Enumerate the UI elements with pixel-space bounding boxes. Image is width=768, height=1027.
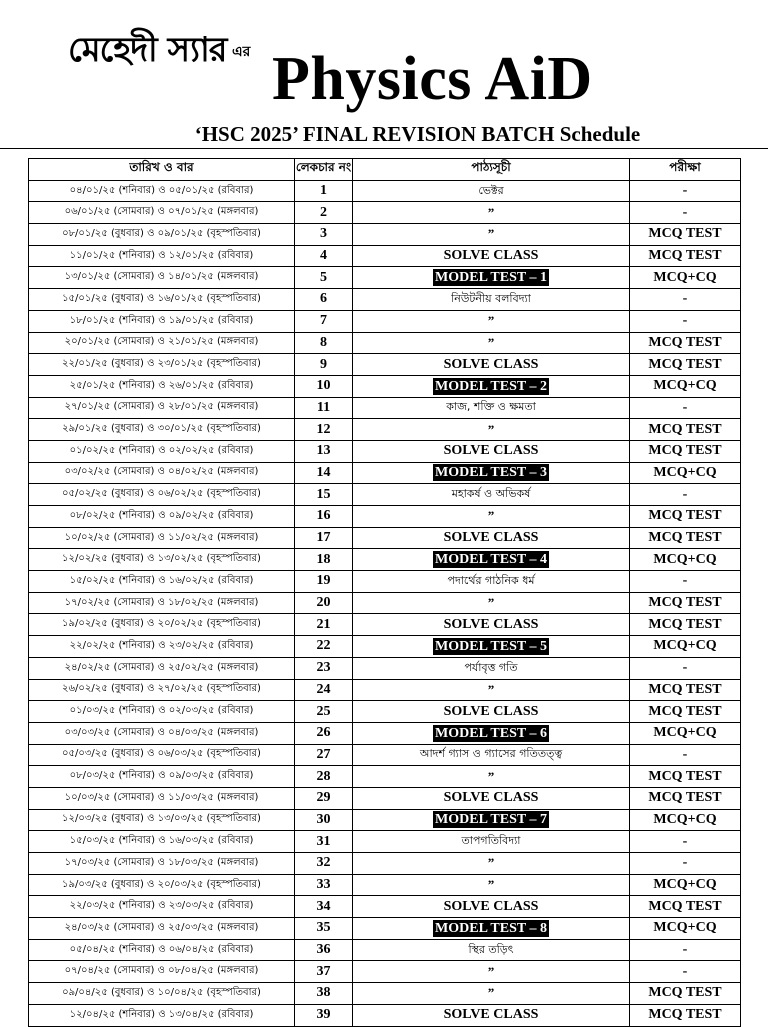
row-date: ১২/০২/২৫ (বুধবার) ও ১৩/০২/২৫ (বৃহস্পতিবার) (29, 549, 295, 571)
row-exam: MCQ TEST (630, 766, 741, 788)
row-date: ২২/০৩/২৫ (শনিবার) ও ২৩/০৩/২৫ (রবিবার) (29, 896, 295, 918)
table-row (29, 831, 741, 853)
row-date: ১৫/০১/২৫ (বুধবার) ও ১৬/০১/২৫ (বৃহস্পতিবার) (29, 289, 295, 311)
row-date: ০৫/০৩/২৫ (বুধবার) ও ০৬/০৩/২৫ (বৃহস্পতিবার) (29, 744, 295, 766)
row-lecture-no: 26 (295, 722, 353, 744)
row-topic: SOLVE CLASS (353, 354, 630, 376)
row-topic: ভেক্টর (353, 180, 630, 202)
row-lecture-no: 37 (295, 961, 353, 983)
table-row (29, 571, 741, 593)
header-lecture-no: লেকচার নং (295, 159, 353, 181)
table-row (29, 180, 741, 202)
row-topic: ” (353, 332, 630, 354)
row-topic (353, 809, 630, 831)
row-lecture-no: 11 (295, 397, 353, 419)
row-date: ০৮/০২/২৫ (শনিবার) ও ০৯/০২/২৫ (রবিবার) (29, 506, 295, 528)
table-row (29, 636, 741, 658)
row-lecture-no: 20 (295, 592, 353, 614)
row-date: ০৮/০৩/২৫ (শনিবার) ও ০৯/০৩/২৫ (রবিবার) (29, 766, 295, 788)
row-exam: - (630, 571, 741, 593)
row-date: ১০/০২/২৫ (সোমবার) ও ১১/০২/২৫ (মঙ্গলবার) (29, 527, 295, 549)
row-lecture-no: 29 (295, 787, 353, 809)
row-topic (353, 722, 630, 744)
row-topic: ” (353, 766, 630, 788)
table-row (29, 983, 741, 1005)
table-row (29, 853, 741, 875)
table-row (29, 484, 741, 506)
row-exam: MCQ TEST (630, 701, 741, 723)
brand-title: Physics AiD (272, 45, 593, 113)
row-date: ২৫/০১/২৫ (শনিবার) ও ২৬/০১/২৫ (রবিবার) (29, 375, 295, 397)
row-topic: SOLVE CLASS (353, 896, 630, 918)
row-date: ০৫/০৪/২৫ (শনিবার) ও ০৬/০৪/২৫ (রবিবার) (29, 939, 295, 961)
row-exam: MCQ TEST (630, 506, 741, 528)
row-lecture-no: 21 (295, 614, 353, 636)
row-topic: SOLVE CLASS (353, 527, 630, 549)
row-date: ১৩/০১/২৫ (সোমবার) ও ১৪/০১/২৫ (মঙ্গলবার) (29, 267, 295, 289)
row-lecture-no: 22 (295, 636, 353, 658)
row-exam: MCQ TEST (630, 440, 741, 462)
row-topic: পদার্থের গাঠনিক ধর্ম (353, 571, 630, 593)
row-topic: ” (353, 983, 630, 1005)
row-topic: ” (353, 419, 630, 441)
row-date: ০৯/০৪/২৫ (বুধবার) ও ১০/০৪/২৫ (বৃহস্পতিবার) (29, 983, 295, 1005)
row-lecture-no: 33 (295, 874, 353, 896)
row-exam: MCQ TEST (630, 983, 741, 1005)
row-date: ২০/০১/২৫ (সোমবার) ও ২১/০১/২৫ (মঙ্গলবার) (29, 332, 295, 354)
row-topic: ” (353, 853, 630, 875)
table-header-row (29, 159, 741, 181)
row-lecture-no: 1 (295, 180, 353, 202)
row-date: ১৮/০১/২৫ (শনিবার) ও ১৯/০১/২৫ (রবিবার) (29, 310, 295, 332)
row-topic: স্থির তড়িৎ (353, 939, 630, 961)
row-topic (353, 549, 630, 571)
row-date: ১১/০১/২৫ (শনিবার) ও ১২/০১/২৫ (রবিবার) (29, 245, 295, 267)
row-date: ১৭/০৩/২৫ (সোমবার) ও ১৮/০৩/২৫ (মঙ্গলবার) (29, 853, 295, 875)
row-lecture-no: 24 (295, 679, 353, 701)
row-exam: MCQ+CQ (630, 722, 741, 744)
row-date: ১৫/০৩/২৫ (শনিবার) ও ১৬/০৩/২৫ (রবিবার) (29, 831, 295, 853)
row-lecture-no: 4 (295, 245, 353, 267)
model-test-badge: MODEL TEST – 2 (435, 378, 547, 394)
row-date: ২৪/০৩/২৫ (সোমবার) ও ২৫/০৩/২৫ (মঙ্গলবার) (29, 918, 295, 940)
row-topic: ” (353, 224, 630, 246)
table-row (29, 332, 741, 354)
model-test-badge: MODEL TEST – 5 (435, 638, 547, 654)
row-topic (353, 267, 630, 289)
row-exam: - (630, 397, 741, 419)
row-lecture-no: 38 (295, 983, 353, 1005)
row-topic: SOLVE CLASS (353, 701, 630, 723)
header-date: তারিখ ও বার (29, 159, 295, 181)
row-lecture-no: 10 (295, 375, 353, 397)
row-lecture-no: 7 (295, 310, 353, 332)
table-row (29, 202, 741, 224)
row-topic (353, 636, 630, 658)
row-lecture-no: 36 (295, 939, 353, 961)
row-topic: আদর্শ গ্যাস ও গ্যাসের গতিতত্ত্ব (353, 744, 630, 766)
row-exam: MCQ TEST (630, 592, 741, 614)
row-date: ০১/০২/২৫ (শনিবার) ও ০২/০২/২৫ (রবিবার) (29, 440, 295, 462)
row-exam: MCQ+CQ (630, 549, 741, 571)
row-date: ১৭/০২/২৫ (সোমবার) ও ১৮/০২/২৫ (মঙ্গলবার) (29, 592, 295, 614)
row-exam: - (630, 202, 741, 224)
model-test-badge: MODEL TEST – 6 (435, 725, 547, 741)
row-date: ২৪/০২/২৫ (সোমবার) ও ২৫/০২/২৫ (মঙ্গলবার) (29, 657, 295, 679)
table-row (29, 744, 741, 766)
table-row (29, 462, 741, 484)
row-lecture-no: 17 (295, 527, 353, 549)
row-exam: - (630, 853, 741, 875)
table-row (29, 939, 741, 961)
model-test-badge: MODEL TEST – 4 (435, 552, 547, 568)
row-date: ১৫/০২/২৫ (শনিবার) ও ১৬/০২/২৫ (রবিবার) (29, 571, 295, 593)
row-exam: MCQ+CQ (630, 462, 741, 484)
row-date: ১৯/০২/২৫ (বুধবার) ও ২০/০২/২৫ (বৃহস্পতিবার) (29, 614, 295, 636)
table-row (29, 701, 741, 723)
row-topic: SOLVE CLASS (353, 1004, 630, 1026)
row-lecture-no: 30 (295, 809, 353, 831)
header-topic: পাঠ্যসূচী (353, 159, 630, 181)
row-topic (353, 375, 630, 397)
table-row (29, 918, 741, 940)
row-lecture-no: 25 (295, 701, 353, 723)
row-date: ১০/০৩/২৫ (সোমবার) ও ১১/০৩/২৫ (মঙ্গলবার) (29, 787, 295, 809)
brand-bangla-name: মেহেদী স্যার (68, 30, 227, 70)
row-exam: - (630, 484, 741, 506)
row-lecture-no: 13 (295, 440, 353, 462)
schedule-subtitle: ‘HSC 2025’ FINAL REVISION BATCH Schedule (194, 122, 641, 146)
row-topic: SOLVE CLASS (353, 245, 630, 267)
row-exam: MCQ TEST (630, 679, 741, 701)
row-exam: - (630, 939, 741, 961)
row-topic: ” (353, 310, 630, 332)
row-lecture-no: 27 (295, 744, 353, 766)
row-topic: SOLVE CLASS (353, 440, 630, 462)
row-lecture-no: 14 (295, 462, 353, 484)
row-topic: পর্যাবৃত্ত গতি (353, 657, 630, 679)
table-row (29, 289, 741, 311)
row-topic: ” (353, 961, 630, 983)
row-lecture-no: 23 (295, 657, 353, 679)
table-row (29, 527, 741, 549)
row-exam: MCQ+CQ (630, 636, 741, 658)
table-row (29, 961, 741, 983)
brand-er-suffix: এর (232, 44, 251, 60)
row-topic: তাপগতিবিদ্যা (353, 831, 630, 853)
row-lecture-no: 12 (295, 419, 353, 441)
table-row (29, 614, 741, 636)
table-row (29, 592, 741, 614)
row-topic: মহাকর্ষ ও অভিকর্ষ (353, 484, 630, 506)
table-row (29, 267, 741, 289)
row-topic: ” (353, 592, 630, 614)
row-date: ০৪/০১/২৫ (শনিবার) ও ০৫/০১/২৫ (রবিবার) (29, 180, 295, 202)
row-lecture-no: 34 (295, 896, 353, 918)
row-date: ০৭/০৪/২৫ (সোমবার) ও ০৮/০৪/২৫ (মঙ্গলবার) (29, 961, 295, 983)
row-exam: - (630, 289, 741, 311)
row-exam: - (630, 180, 741, 202)
row-exam: MCQ TEST (630, 245, 741, 267)
table-row (29, 419, 741, 441)
row-date: ১২/০৩/২৫ (বুধবার) ও ১৩/০৩/২৫ (বৃহস্পতিবার) (29, 809, 295, 831)
table-row (29, 224, 741, 246)
row-date: ০৮/০১/২৫ (বুধবার) ও ০৯/০১/২৫ (বৃহস্পতিবার) (29, 224, 295, 246)
row-exam: - (630, 961, 741, 983)
schedule-body (29, 180, 741, 1026)
row-exam: MCQ+CQ (630, 375, 741, 397)
row-date: ২৯/০১/২৫ (বুধবার) ও ৩০/০১/২৫ (বৃহস্পতিবার) (29, 419, 295, 441)
schedule-table (28, 158, 741, 1027)
row-topic: কাজ, শক্তি ও ক্ষমতা (353, 397, 630, 419)
row-lecture-no: 28 (295, 766, 353, 788)
model-test-badge: MODEL TEST – 8 (435, 920, 547, 936)
row-exam: - (630, 657, 741, 679)
row-topic: SOLVE CLASS (353, 614, 630, 636)
row-date: ০৩/০২/২৫ (সোমবার) ও ০৪/০২/২৫ (মঙ্গলবার) (29, 462, 295, 484)
header-exam: পরীক্ষা (630, 159, 741, 181)
row-date: ০৫/০২/২৫ (বুধবার) ও ০৬/০২/২৫ (বৃহস্পতিবার) (29, 484, 295, 506)
row-exam: MCQ TEST (630, 332, 741, 354)
row-exam: MCQ TEST (630, 614, 741, 636)
row-date: ০৩/০৩/২৫ (সোমবার) ও ০৪/০৩/২৫ (মঙ্গলবার) (29, 722, 295, 744)
row-exam: MCQ TEST (630, 354, 741, 376)
table-row (29, 440, 741, 462)
row-lecture-no: 18 (295, 549, 353, 571)
row-exam: MCQ TEST (630, 527, 741, 549)
row-date: ২২/০১/২৫ (বুধবার) ও ২৩/০১/২৫ (বৃহস্পতিবার) (29, 354, 295, 376)
row-exam: MCQ TEST (630, 896, 741, 918)
row-lecture-no: 32 (295, 853, 353, 875)
row-topic: ” (353, 874, 630, 896)
row-exam: MCQ+CQ (630, 918, 741, 940)
row-topic (353, 462, 630, 484)
row-exam: MCQ TEST (630, 224, 741, 246)
row-date: ২২/০২/২৫ (শনিবার) ও ২৩/০২/২৫ (রবিবার) (29, 636, 295, 658)
row-lecture-no: 15 (295, 484, 353, 506)
model-test-badge: MODEL TEST – 3 (435, 465, 547, 481)
row-exam: MCQ TEST (630, 419, 741, 441)
table-row (29, 809, 741, 831)
row-exam: MCQ+CQ (630, 874, 741, 896)
row-date: ০৬/০১/২৫ (সোমবার) ও ০৭/০১/২৫ (মঙ্গলবার) (29, 202, 295, 224)
table-row (29, 549, 741, 571)
table-row (29, 245, 741, 267)
table-row (29, 506, 741, 528)
row-date: ১২/০৪/২৫ (শনিবার) ও ১৩/০৪/২৫ (রবিবার) (29, 1004, 295, 1026)
row-exam: - (630, 744, 741, 766)
row-lecture-no: 3 (295, 224, 353, 246)
model-test-badge: MODEL TEST – 7 (435, 812, 547, 828)
table-row (29, 657, 741, 679)
row-topic: ” (353, 202, 630, 224)
row-topic: নিউটনীয় বলবিদ্যা (353, 289, 630, 311)
row-lecture-no: 5 (295, 267, 353, 289)
row-lecture-no: 2 (295, 202, 353, 224)
row-lecture-no: 16 (295, 506, 353, 528)
row-exam: - (630, 310, 741, 332)
row-date: ১৯/০৩/২৫ (বুধবার) ও ২০/০৩/২৫ (বৃহস্পতিবার) (29, 874, 295, 896)
row-date: ২৭/০১/২৫ (সোমবার) ও ২৮/০১/২৫ (মঙ্গলবার) (29, 397, 295, 419)
row-lecture-no: 31 (295, 831, 353, 853)
table-row (29, 1004, 741, 1026)
row-exam: MCQ+CQ (630, 809, 741, 831)
row-topic: ” (353, 679, 630, 701)
row-exam: MCQ+CQ (630, 267, 741, 289)
table-row (29, 310, 741, 332)
row-lecture-no: 6 (295, 289, 353, 311)
row-lecture-no: 35 (295, 918, 353, 940)
header-divider (0, 148, 768, 149)
table-row (29, 787, 741, 809)
row-date: ০১/০৩/২৫ (শনিবার) ও ০২/০৩/২৫ (রবিবার) (29, 701, 295, 723)
model-test-badge: MODEL TEST – 1 (435, 270, 547, 286)
row-exam: - (630, 831, 741, 853)
row-lecture-no: 39 (295, 1004, 353, 1026)
table-row (29, 679, 741, 701)
row-lecture-no: 9 (295, 354, 353, 376)
row-date: ২৬/০২/২৫ (বুধবার) ও ২৭/০২/২৫ (বৃহস্পতিবার) (29, 679, 295, 701)
row-exam: MCQ TEST (630, 787, 741, 809)
table-row (29, 354, 741, 376)
table-row (29, 874, 741, 896)
row-topic: ” (353, 506, 630, 528)
row-lecture-no: 19 (295, 571, 353, 593)
table-row (29, 896, 741, 918)
table-row (29, 375, 741, 397)
table-row (29, 397, 741, 419)
row-lecture-no: 8 (295, 332, 353, 354)
row-exam: MCQ TEST (630, 1004, 741, 1026)
row-topic: SOLVE CLASS (353, 787, 630, 809)
row-topic (353, 918, 630, 940)
table-row (29, 766, 741, 788)
table-row (29, 722, 741, 744)
